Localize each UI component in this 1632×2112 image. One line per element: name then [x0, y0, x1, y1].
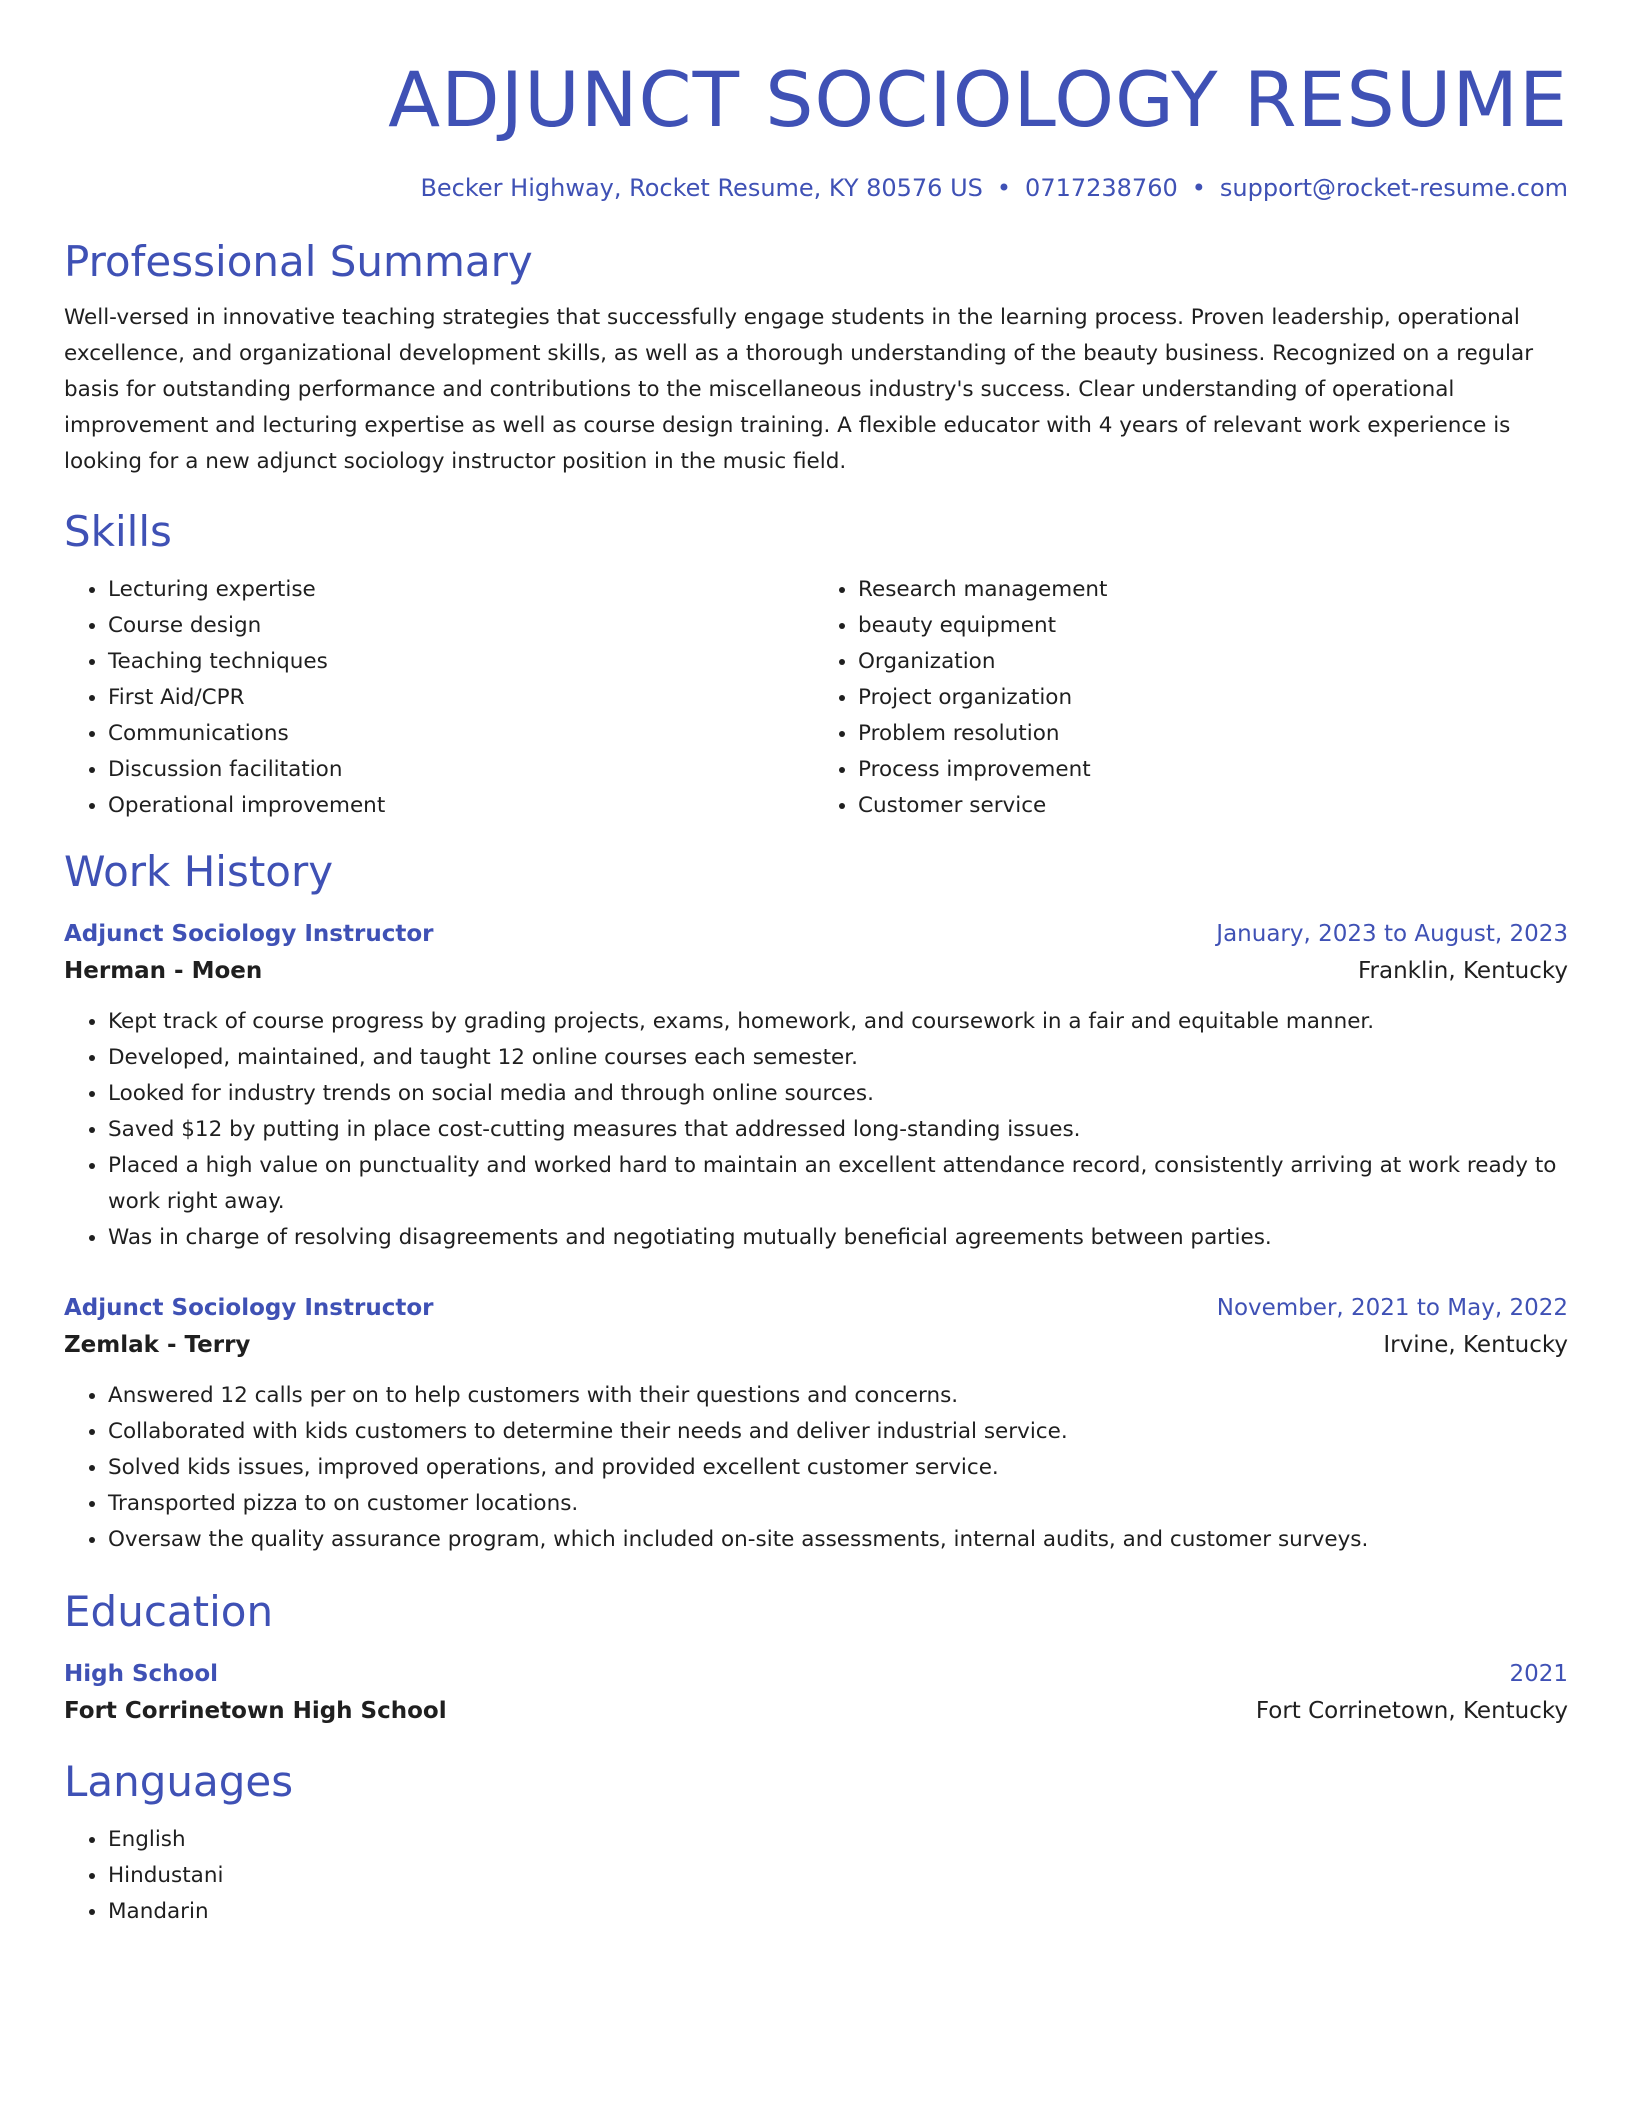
skill-item: • Customer service	[858, 788, 1568, 824]
skill-item: • Operational improvement	[108, 788, 814, 824]
summary-section	[64, 236, 1568, 480]
summary-heading: Professional Summary	[64, 237, 533, 286]
skills-right-list	[814, 572, 1568, 824]
skills-section	[64, 506, 1568, 824]
job-subheader	[64, 1326, 1568, 1364]
job-company: Zemlak - Terry	[64, 1332, 251, 1358]
skill-item: • Process improvement	[858, 752, 1568, 788]
education-header	[64, 1656, 1568, 1692]
skill-item: • Problem resolution	[858, 716, 1568, 752]
contact-line	[64, 172, 1568, 204]
skill-item: • Teaching techniques	[108, 644, 814, 680]
contact-address: Becker Highway, Rocket Resume, KY 80576 US	[420, 174, 983, 202]
job-bullet: • Answered 12 calls per on to help customers with their questions and concerns.	[108, 1378, 1568, 1414]
skill-item: • Lecturing expertise	[108, 572, 814, 608]
contact-separator: •	[1191, 174, 1206, 202]
resume-header	[64, 52, 1568, 204]
job-bullet: • Transported pizza to on customer locations.	[108, 1486, 1568, 1522]
skill-item: • Project organization	[858, 680, 1568, 716]
job-bullet: • Was in charge of resolving disagreements and negotiating mutually beneficial agreements between parties.	[108, 1220, 1568, 1256]
contact-separator: •	[996, 174, 1012, 202]
languages-heading: Languages	[64, 1757, 294, 1806]
skill-item: • Course design	[108, 608, 814, 644]
job-bullet: • Kept track of course progress by grading projects, exams, homework, and coursework in a fair and equitable manner.	[108, 1004, 1568, 1040]
education-entry	[64, 1656, 1568, 1730]
job-title: Adjunct Sociology Instructor	[64, 1295, 434, 1321]
job-location: Franklin, Kentucky	[1358, 958, 1568, 984]
work-history-section	[64, 846, 1568, 1558]
job-bullet: • Placed a high value on punctuality and worked hard to maintain an excellent attendance record, consistently arriving at work ready to work right away.	[108, 1148, 1568, 1220]
education-subheader	[64, 1692, 1568, 1730]
language-item: • Mandarin	[108, 1894, 1568, 1930]
skill-item: • Communications	[108, 716, 814, 752]
job-title: Adjunct Sociology Instructor	[64, 921, 434, 947]
job-header	[64, 916, 1568, 952]
job-bullet: • Looked for industry trends on social media and through online sources.	[108, 1076, 1568, 1112]
summary-text: Well-versed in innovative teaching strategies that successfully engage students in the learning process. Proven leadership, operational excellence, and organizational development skills, as well as a thorough understanding of the beauty business. Recognized on a regular basis for outstanding performance and contributions to the miscellaneous industry's success. Clear understanding of operational improvement and lecturing expertise as well as course design training. A flexible educator with 4 years of relevant work experience is looking for a new adjunct sociology instructor position in the music field.	[64, 305, 1534, 474]
job-entry	[64, 1290, 1568, 1558]
languages-section	[64, 1756, 1568, 1930]
contact-email[interactable]: support@rocket-resume.com	[1219, 174, 1568, 202]
skill-item: • Research management	[858, 572, 1568, 608]
skill-item: • Organization	[858, 644, 1568, 680]
job-bullet: • Collaborated with kids customers to determine their needs and deliver industrial service.	[108, 1414, 1568, 1450]
education-degree: High School	[64, 1661, 219, 1687]
education-year: 2021	[1509, 1661, 1568, 1687]
work-history-heading: Work History	[64, 847, 334, 896]
job-dates: January, 2023 to August, 2023	[1216, 921, 1568, 947]
skills-columns	[64, 572, 1568, 824]
education-heading: Education	[64, 1587, 274, 1636]
job-bullet: • Solved kids issues, improved operations, and provided excellent customer service.	[108, 1450, 1568, 1486]
job-subheader	[64, 952, 1568, 990]
skills-left-list	[64, 572, 814, 824]
education-location: Fort Corrinetown, Kentucky	[1255, 1698, 1568, 1724]
education-school: Fort Corrinetown High School	[64, 1698, 447, 1724]
job-bullet: • Developed, maintained, and taught 12 online courses each semester.	[108, 1040, 1568, 1076]
job-header	[64, 1290, 1568, 1326]
language-item: • Hindustani	[108, 1858, 1568, 1894]
languages-list	[64, 1822, 1568, 1930]
skill-item: • Discussion facilitation	[108, 752, 814, 788]
job-bullets	[64, 1378, 1568, 1558]
skills-heading: Skills	[64, 507, 172, 556]
job-bullets	[64, 1004, 1568, 1256]
language-item: • English	[108, 1822, 1568, 1858]
skill-item: • First Aid/CPR	[108, 680, 814, 716]
education-section	[64, 1586, 1568, 1730]
job-company: Herman - Moen	[64, 958, 263, 984]
job-bullet: • Oversaw the quality assurance program, which included on-site assessments, internal audits, and customer surveys.	[108, 1522, 1568, 1558]
contact-phone: 0717238760	[1025, 174, 1178, 202]
job-bullet: • Saved $12 by putting in place cost-cutting measures that addressed long-standing issues.	[108, 1112, 1568, 1148]
resume-title: ADJUNCT SOCIOLOGY RESUME	[388, 55, 1568, 144]
job-dates: November, 2021 to May, 2022	[1216, 1295, 1568, 1321]
skill-item: • beauty equipment	[858, 608, 1568, 644]
job-location: Irvine, Kentucky	[1383, 1332, 1568, 1358]
job-entry	[64, 916, 1568, 1256]
